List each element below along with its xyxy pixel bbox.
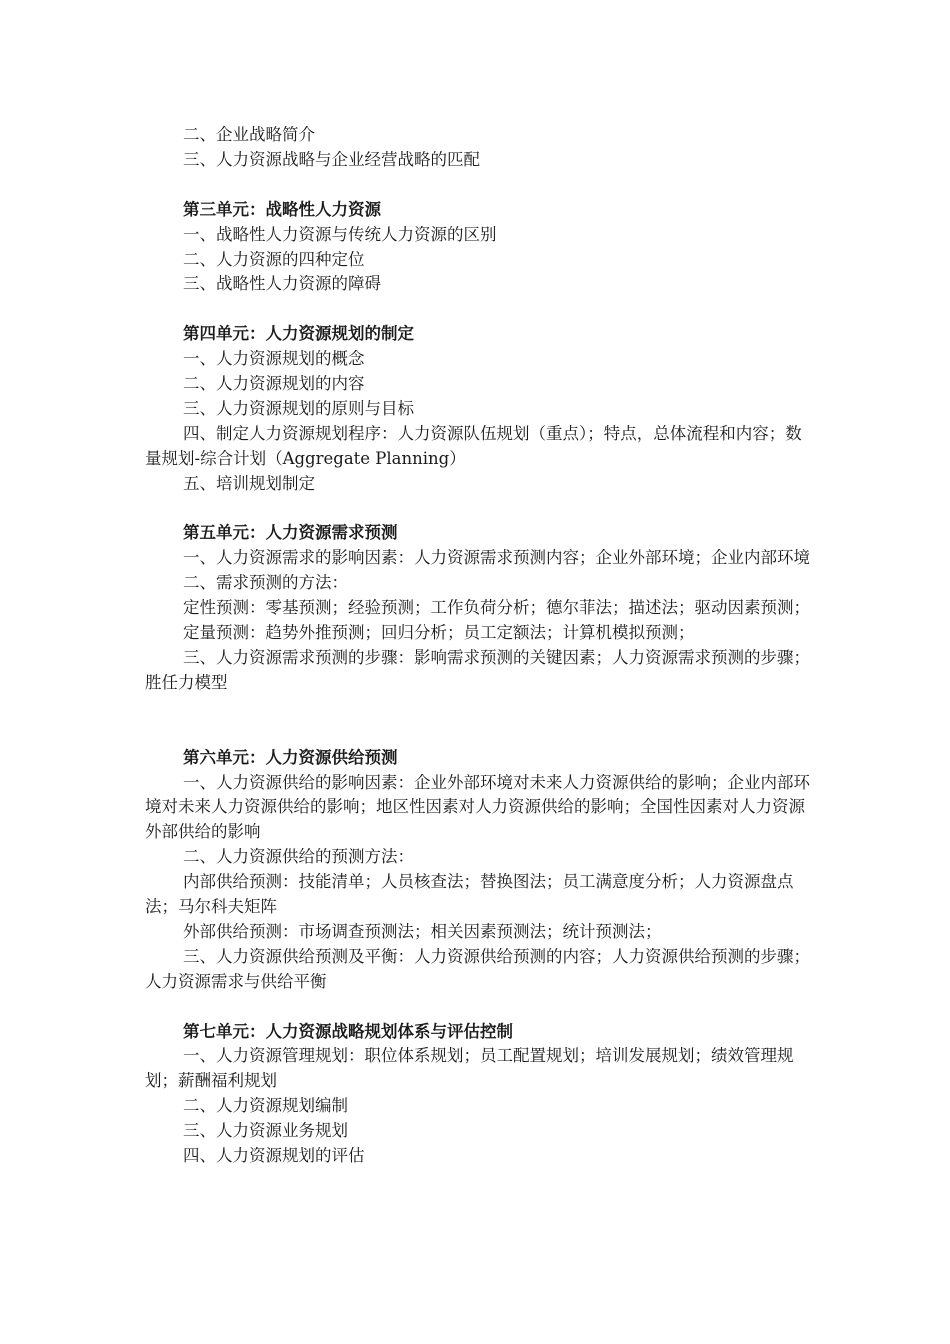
unit-heading: 第五单元：人力资源需求预测 xyxy=(183,523,398,543)
unit-paragraph: 二、需求预测的方法： xyxy=(183,573,348,593)
unit-paragraph: 四、制定人力资源规划程序：人力资源队伍规划（重点）；特点，总体流程和内容；数量规划-综合计划（Aggregate Planning） xyxy=(145,423,802,468)
unit-paragraph: 三、战略性人力资源的障碍 xyxy=(183,274,381,294)
unit-paragraph: 定性预测：零基预测；经验预测；工作负荷分析；德尔菲法；描述法；驱动因素预测； xyxy=(183,598,810,618)
unit-heading: 第六单元：人力资源供给预测 xyxy=(183,747,398,767)
unit-paragraph: 二、人力资源的四种定位 xyxy=(183,249,365,269)
unit-paragraph: 二、人力资源规划的内容 xyxy=(183,374,365,394)
unit-heading: 第七单元：人力资源战略规划体系与评估控制 xyxy=(183,1021,513,1041)
unit-paragraph: 一、人力资源供给的影响因素：企业外部环境对未来人力资源供给的影响；企业内部环境对未来人力资源供给的影响；地区性因素对人力资源供给的影响；全国性因素对人力资源外部供给的影响 xyxy=(145,772,810,842)
unit-paragraph: 三、人力资源需求预测的步骤：影响需求预测的关键因素；人力资源需求预测的步骤；胜任力模型 xyxy=(145,647,810,692)
unit-paragraph: 三、人力资源供给预测及平衡：人力资源供给预测的内容；人力资源供给预测的步骤；人力资源需求与供给平衡 xyxy=(145,946,810,991)
intro-line: 三、人力资源战略与企业经营战略的匹配 xyxy=(183,149,480,169)
unit-heading: 第三单元：战略性人力资源 xyxy=(183,199,381,219)
document-page xyxy=(145,123,813,1169)
unit-paragraph: 一、战略性人力资源与传统人力资源的区别 xyxy=(183,224,497,244)
unit-paragraph: 一、人力资源需求的影响因素：人力资源需求预测内容；企业外部环境；企业内部环境 xyxy=(183,548,810,568)
unit-paragraph: 三、人力资源规划的原则与目标 xyxy=(183,398,414,418)
unit-paragraph: 一、人力资源规划的概念 xyxy=(183,349,365,369)
unit-paragraph: 二、人力资源规划编制 xyxy=(183,1096,348,1116)
unit-paragraph: 二、人力资源供给的预测方法： xyxy=(183,847,414,867)
unit-paragraph: 内部供给预测：技能清单；人员核查法；替换图法；员工满意度分析；人力资源盘点法；马尔科夫矩阵 xyxy=(145,872,794,917)
unit-paragraph: 一、人力资源管理规划：职位体系规划；员工配置规划；培训发展规划；绩效管理规划；薪酬福利规划 xyxy=(145,1046,794,1091)
unit-heading: 第四单元：人力资源规划的制定 xyxy=(183,324,414,344)
unit-paragraph: 四、人力资源规划的评估 xyxy=(183,1146,365,1166)
intro-line: 二、企业战略简介 xyxy=(183,125,315,144)
unit-paragraph: 五、培训规划制定 xyxy=(183,473,315,493)
unit-paragraph: 外部供给预测：市场调查预测法；相关因素预测法；统计预测法； xyxy=(183,921,662,941)
unit-paragraph: 三、人力资源业务规划 xyxy=(183,1121,348,1141)
unit-paragraph: 定量预测：趋势外推预测；回归分析；员工定额法；计算机模拟预测； xyxy=(183,623,695,643)
